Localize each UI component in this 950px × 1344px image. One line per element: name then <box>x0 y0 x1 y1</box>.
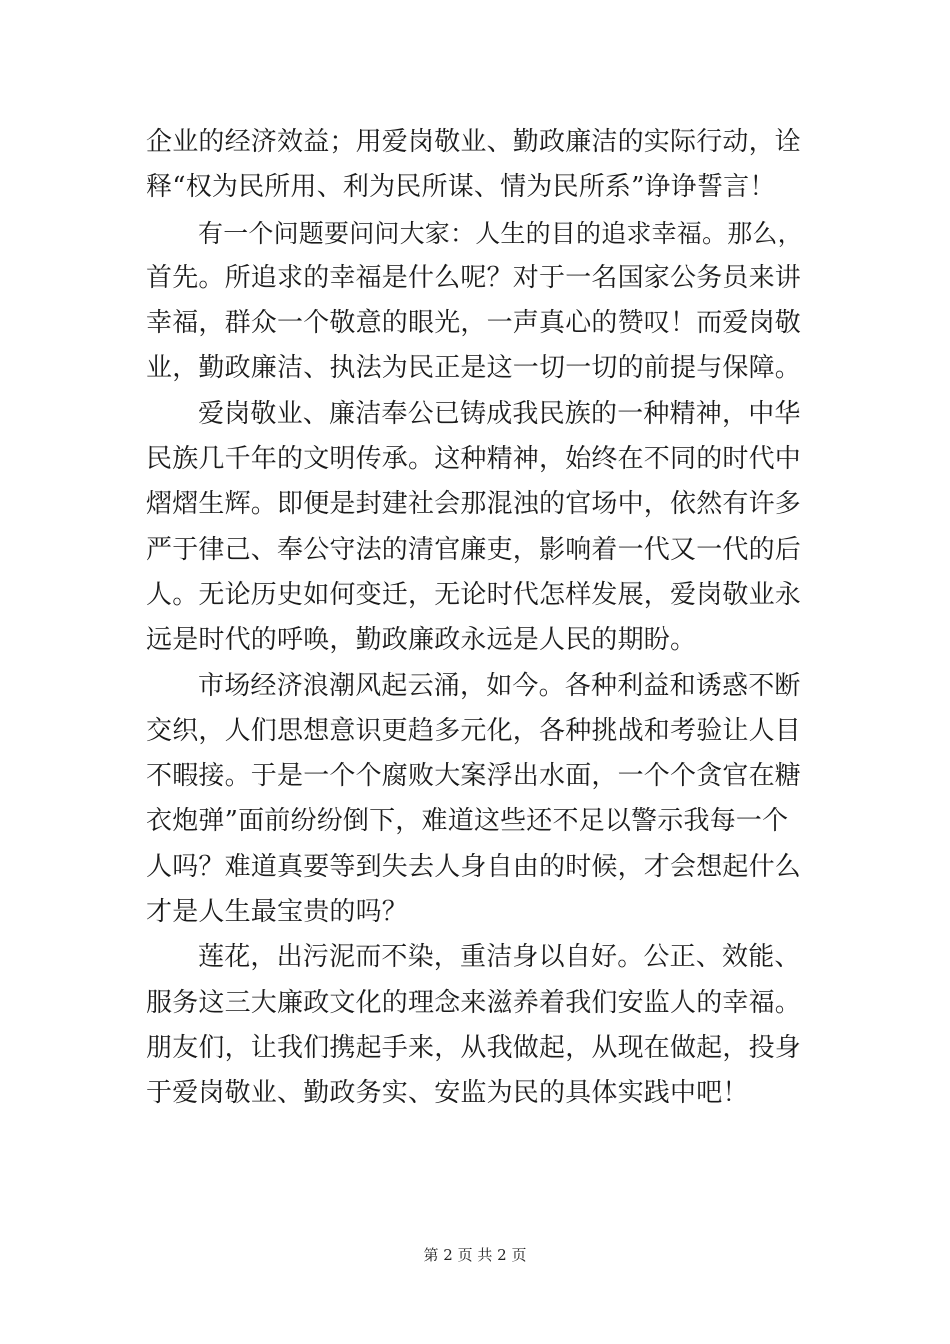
text-line: 人吗？难道真要等到失去人身自由的时候，才会想起什么 <box>146 851 802 882</box>
text-line: 才是人生最宝贵的吗？ <box>146 897 409 928</box>
text-line: 熠熠生辉。即便是封建社会那混浊的官场中，依然有许多 <box>146 489 802 520</box>
text-line: 民族几千年的文明传承。这种精神，始终在不同的时代中 <box>146 444 802 475</box>
text-line: 服务这三大廉政文化的理念来滋养着我们安监人的幸福。 <box>146 987 802 1018</box>
text-line: 市场经济浪潮风起云涌，如今。各种利益和诱惑不断 <box>198 670 801 701</box>
text-line: 企业的经济效益；用爱岗敬业、勤政廉洁的实际行动，诠 <box>146 127 802 157</box>
text-line: 莲花，出污泥而不染，重洁身以自好。公正、效能、 <box>198 942 801 973</box>
text-line: 严于律己、奉公守法的清官廉吏，影响着一代又一代的后 <box>146 534 802 565</box>
text-line: 衣炮弹”面前纷纷倒下，难道这些还不足以警示我每一个 <box>146 806 789 837</box>
text-line: 幸福，群众一个敬意的眼光，一声真心的赞叹！而爱岗敬 <box>146 308 802 339</box>
text-line: 爱岗敬业、廉洁奉公已铸成我民族的一种精神，中华 <box>198 398 801 429</box>
text-line: 朋友们，让我们携起手来，从我做起，从现在做起，投身 <box>146 1032 802 1063</box>
text-line: 于爱岗敬业、勤政务实、安监为民的具体实践中吧！ <box>146 1078 749 1109</box>
text-line: 业，勤政廉洁、执法为民正是这一切一切的前提与保障。 <box>146 353 802 384</box>
text-line: 有一个问题要问问大家：人生的目的追求幸福。那么， <box>198 218 803 248</box>
text-line: 远是时代的呼唤，勤政廉政永远是人民的期盼。 <box>146 625 697 656</box>
page-number-footer: 第 2 页 共 2 页 <box>423 1246 527 1264</box>
text-line: 不暇接。于是一个个腐败大案浮出水面，一个个贪官在糖 <box>146 761 802 792</box>
text-line: 人。无论历史如何变迁，无论时代怎样发展，爱岗敬业永 <box>146 579 802 610</box>
text-line: 交织，人们思想意识更趋多元化，各种挑战和考验让人目 <box>146 715 802 746</box>
text-line: 释“权为民所用、利为民所谋、情为民所系”诤诤誓言！ <box>146 172 776 203</box>
body-text <box>146 120 810 1117</box>
text-line: 首先。所追求的幸福是什么呢？对于一名国家公务员来讲 <box>146 262 802 293</box>
